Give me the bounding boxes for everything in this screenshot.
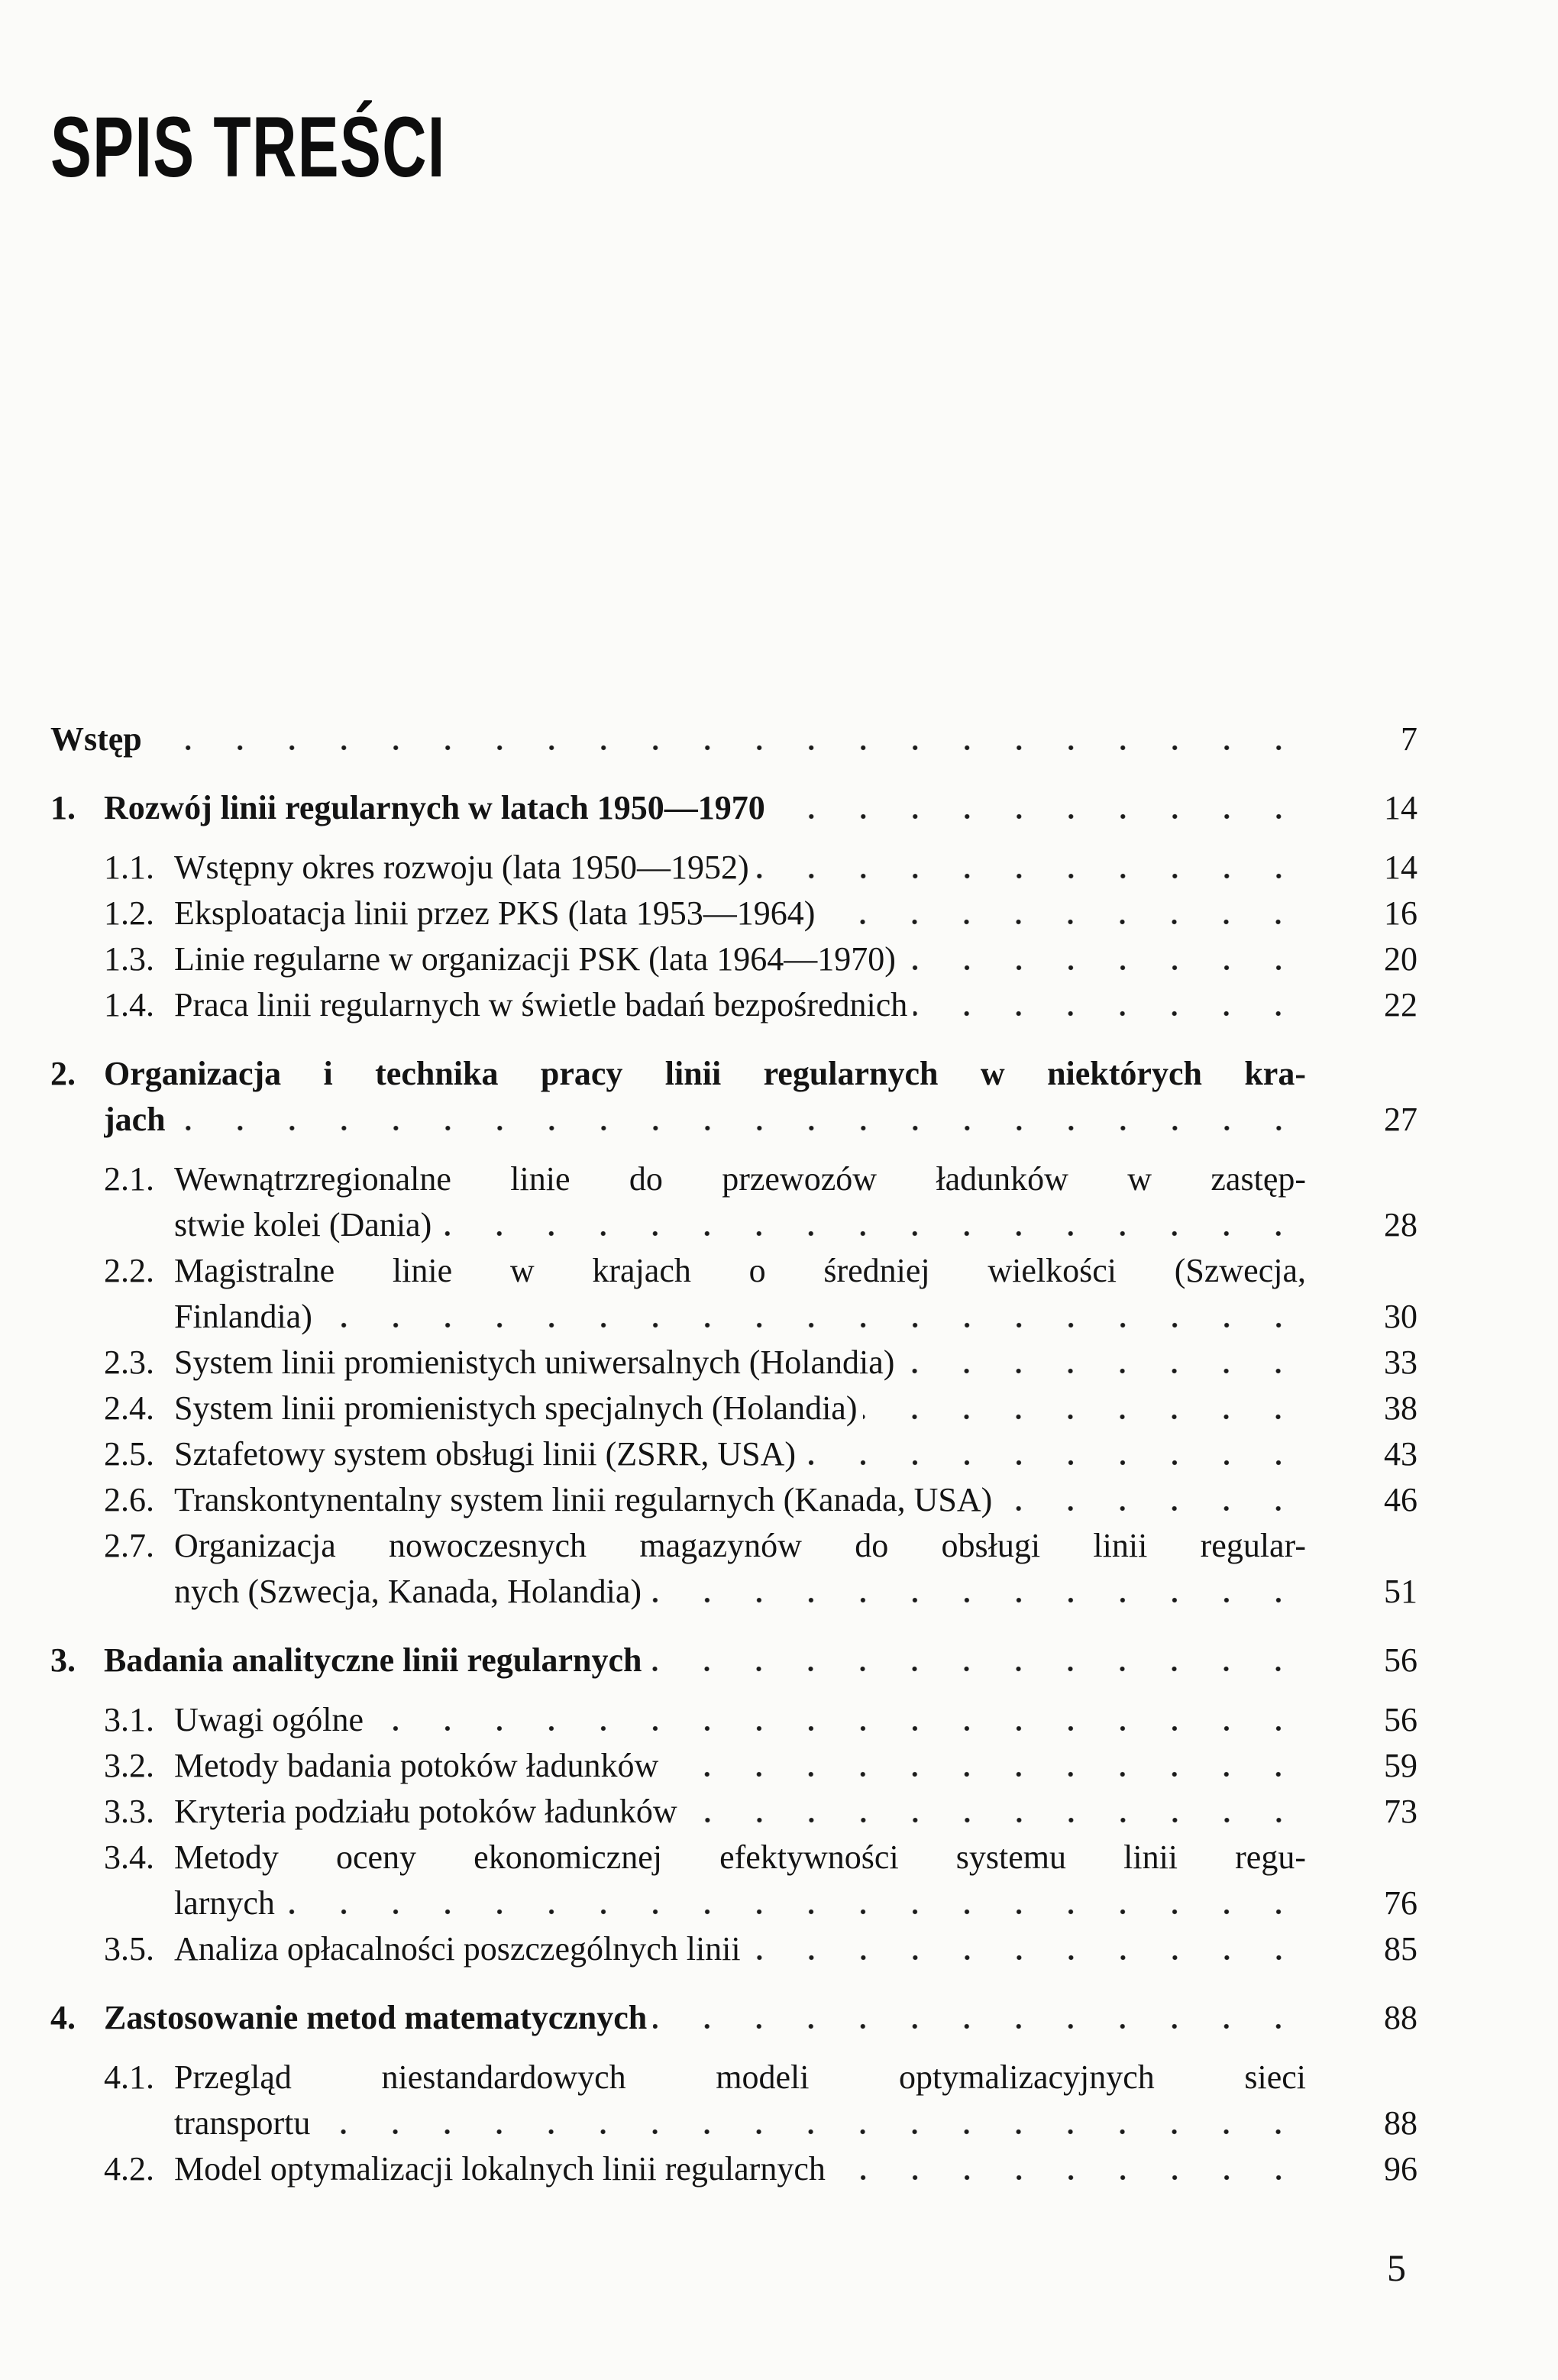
toc-entry[interactable] — [0, 1697, 1558, 1743]
entry-number: 1.1. — [104, 849, 154, 886]
entry-title: Uwagi ogólne — [174, 1701, 364, 1738]
page-number: 5 — [1387, 2246, 1406, 2289]
entry-number: 1.2. — [104, 894, 154, 932]
entry-number: 1.3. — [104, 940, 154, 978]
entry-page: 73 — [1384, 1793, 1417, 1830]
entry-title: Przegląd niestandardowych modeli optymalizacyjnych sieci — [174, 2058, 1306, 2096]
dot-leader — [863, 1386, 1306, 1431]
toc-entry[interactable] — [0, 2055, 1558, 2100]
entry-page: 22 — [1384, 986, 1417, 1023]
entry-number: 1.4. — [104, 986, 154, 1023]
toc-entry[interactable] — [0, 891, 1558, 936]
entry-title: nych (Szwecja, Kanada, Holandia) — [174, 1573, 642, 1610]
entry-page: 14 — [1384, 849, 1417, 886]
entry-title: Rozwój linii regularnych w latach 1950—1970 — [104, 789, 765, 826]
toc-entry[interactable] — [0, 1051, 1558, 1097]
dot-leader — [832, 2146, 1306, 2192]
entry-title: Badania analityczne linii regularnych — [104, 1641, 642, 1679]
dot-leader — [172, 1097, 1306, 1143]
entry-page: 43 — [1384, 1435, 1417, 1473]
entry-title: Praca linii regularnych w świetle badań bezpośrednich — [174, 986, 908, 1023]
entry-number: 1. — [50, 789, 76, 826]
toc-entry[interactable] — [0, 936, 1558, 982]
dot-leader — [771, 785, 1306, 831]
toc-entry[interactable] — [0, 1248, 1558, 1294]
dot-leader — [821, 891, 1306, 936]
entry-title: Magistralne linie w krajach o średniej wielkości (Szwecja, — [174, 1252, 1306, 1289]
dot-leader — [316, 2100, 1306, 2146]
entry-title: Wewnątrzregionalne linie do przewozów ładunków w zastęp- — [174, 1160, 1306, 1198]
entry-page: 56 — [1384, 1641, 1417, 1679]
entry-page: 59 — [1384, 1747, 1417, 1784]
page-title: SPIS TREŚCI — [50, 99, 446, 195]
entry-page: 20 — [1384, 940, 1417, 978]
dot-leader — [664, 1743, 1306, 1789]
table-of-contents — [0, 716, 1558, 2192]
entry-page: 88 — [1384, 1999, 1417, 2036]
toc-entry[interactable] — [0, 716, 1558, 762]
entry-number: 4. — [50, 1999, 76, 2036]
toc-entry-continuation[interactable] — [0, 1569, 1558, 1615]
toc-entry-continuation[interactable] — [0, 1202, 1558, 1248]
toc-entry[interactable] — [0, 1523, 1558, 1569]
dot-leader — [900, 1340, 1306, 1386]
toc-entry[interactable] — [0, 1743, 1558, 1789]
dot-leader — [653, 1995, 1306, 2041]
toc-entry[interactable] — [0, 1835, 1558, 1880]
entry-number: 2.7. — [104, 1527, 154, 1564]
entry-number: 2.6. — [104, 1481, 154, 1518]
toc-entry-continuation[interactable] — [0, 2100, 1558, 2146]
entry-title: Zastosowanie metod matematycznych — [104, 1999, 648, 2036]
toc-entry[interactable] — [0, 1156, 1558, 1202]
entry-number: 2.5. — [104, 1435, 154, 1473]
entry-number: 3.4. — [104, 1838, 154, 1876]
toc-entry[interactable] — [0, 1926, 1558, 1972]
entry-title: Metody badania potoków ładunków — [174, 1747, 659, 1784]
toc-entry[interactable] — [0, 1431, 1558, 1477]
entry-title: Wstęp — [50, 720, 142, 758]
entry-title: Eksploatacja linii przez PKS (lata 1953—1964) — [174, 894, 816, 932]
entry-title: Finlandia) — [174, 1298, 312, 1335]
entry-title: Linie regularne w organizacji PSK (lata 1964—1970) — [174, 940, 896, 978]
entry-number: 4.1. — [104, 2058, 154, 2096]
entry-number: 2.3. — [104, 1344, 154, 1381]
entry-page: 28 — [1384, 1206, 1417, 1243]
entry-number: 3. — [50, 1641, 76, 1679]
entry-number: 2.1. — [104, 1160, 154, 1198]
toc-entry[interactable] — [0, 1789, 1558, 1835]
dot-leader — [648, 1569, 1306, 1615]
entry-number: 2. — [50, 1055, 76, 1092]
dot-leader — [802, 1431, 1306, 1477]
toc-entry-continuation[interactable] — [0, 1097, 1558, 1143]
dot-leader — [755, 845, 1306, 891]
toc-entry-continuation[interactable] — [0, 1880, 1558, 1926]
entry-page: 7 — [1401, 720, 1417, 758]
dot-leader — [747, 1926, 1306, 1972]
dot-leader — [648, 1638, 1306, 1683]
entry-page: 88 — [1384, 2104, 1417, 2142]
toc-entry[interactable] — [0, 982, 1558, 1028]
dot-leader — [148, 716, 1306, 762]
entry-page: 14 — [1384, 789, 1417, 826]
toc-entry[interactable] — [0, 845, 1558, 891]
toc-entry[interactable] — [0, 1386, 1558, 1431]
entry-page: 33 — [1384, 1344, 1417, 1381]
toc-entry[interactable] — [0, 785, 1558, 831]
entry-page: 56 — [1384, 1701, 1417, 1738]
dot-leader — [684, 1789, 1306, 1835]
toc-entry-continuation[interactable] — [0, 1294, 1558, 1340]
entry-number: 3.2. — [104, 1747, 154, 1784]
entry-number: 3.3. — [104, 1793, 154, 1830]
entry-number: 4.2. — [104, 2150, 154, 2188]
entry-title: transportu — [174, 2104, 311, 2142]
entry-title: stwie kolei (Dania) — [174, 1206, 432, 1243]
entry-page: 46 — [1384, 1481, 1417, 1518]
dot-leader — [998, 1477, 1306, 1523]
entry-page: 30 — [1384, 1298, 1417, 1335]
dot-leader — [902, 936, 1306, 982]
dot-leader — [281, 1880, 1306, 1926]
dot-leader — [913, 982, 1306, 1028]
entry-title: Analiza opłacalności poszczególnych linii — [174, 1930, 741, 1968]
entry-number: 3.1. — [104, 1701, 154, 1738]
entry-title: System linii promienistych uniwersalnych (Holandia) — [174, 1344, 895, 1381]
entry-title: Organizacja i technika pracy linii regularnych w niektórych kra- — [104, 1055, 1306, 1092]
dot-leader — [370, 1697, 1306, 1743]
dot-leader — [318, 1294, 1306, 1340]
entry-title: Metody oceny ekonomicznej efektywności systemu linii regu- — [174, 1838, 1306, 1876]
entry-page: 96 — [1384, 2150, 1417, 2188]
entry-page: 76 — [1384, 1884, 1417, 1922]
entry-number: 2.4. — [104, 1389, 154, 1427]
entry-page: 16 — [1384, 894, 1417, 932]
entry-title: Model optymalizacji lokalnych linii regularnych — [174, 2150, 826, 2188]
entry-title: Kryteria podziału potoków ładunków — [174, 1793, 677, 1830]
toc-entry[interactable] — [0, 2146, 1558, 2192]
entry-page: 27 — [1384, 1101, 1417, 1138]
entry-page: 85 — [1384, 1930, 1417, 1968]
toc-entry[interactable] — [0, 1477, 1558, 1523]
toc-entry[interactable] — [0, 1995, 1558, 2041]
entry-title: Sztafetowy system obsługi linii (ZSRR, USA) — [174, 1435, 796, 1473]
entry-title: larnych — [174, 1884, 275, 1922]
entry-title: jach — [104, 1101, 166, 1138]
toc-entry[interactable] — [0, 1638, 1558, 1683]
entry-title: Organizacja nowoczesnych magazynów do obsługi linii regular- — [174, 1527, 1306, 1564]
toc-entry[interactable] — [0, 1340, 1558, 1386]
entry-number: 2.2. — [104, 1252, 154, 1289]
dot-leader — [438, 1202, 1306, 1248]
entry-title: Transkontynentalny system linii regularnych (Kanada, USA) — [174, 1481, 993, 1518]
entry-page: 38 — [1384, 1389, 1417, 1427]
entry-title: System linii promienistych specjalnych (Holandia) — [174, 1389, 858, 1427]
entry-page: 51 — [1384, 1573, 1417, 1610]
entry-title: Wstępny okres rozwoju (lata 1950—1952) — [174, 849, 749, 886]
entry-number: 3.5. — [104, 1930, 154, 1968]
